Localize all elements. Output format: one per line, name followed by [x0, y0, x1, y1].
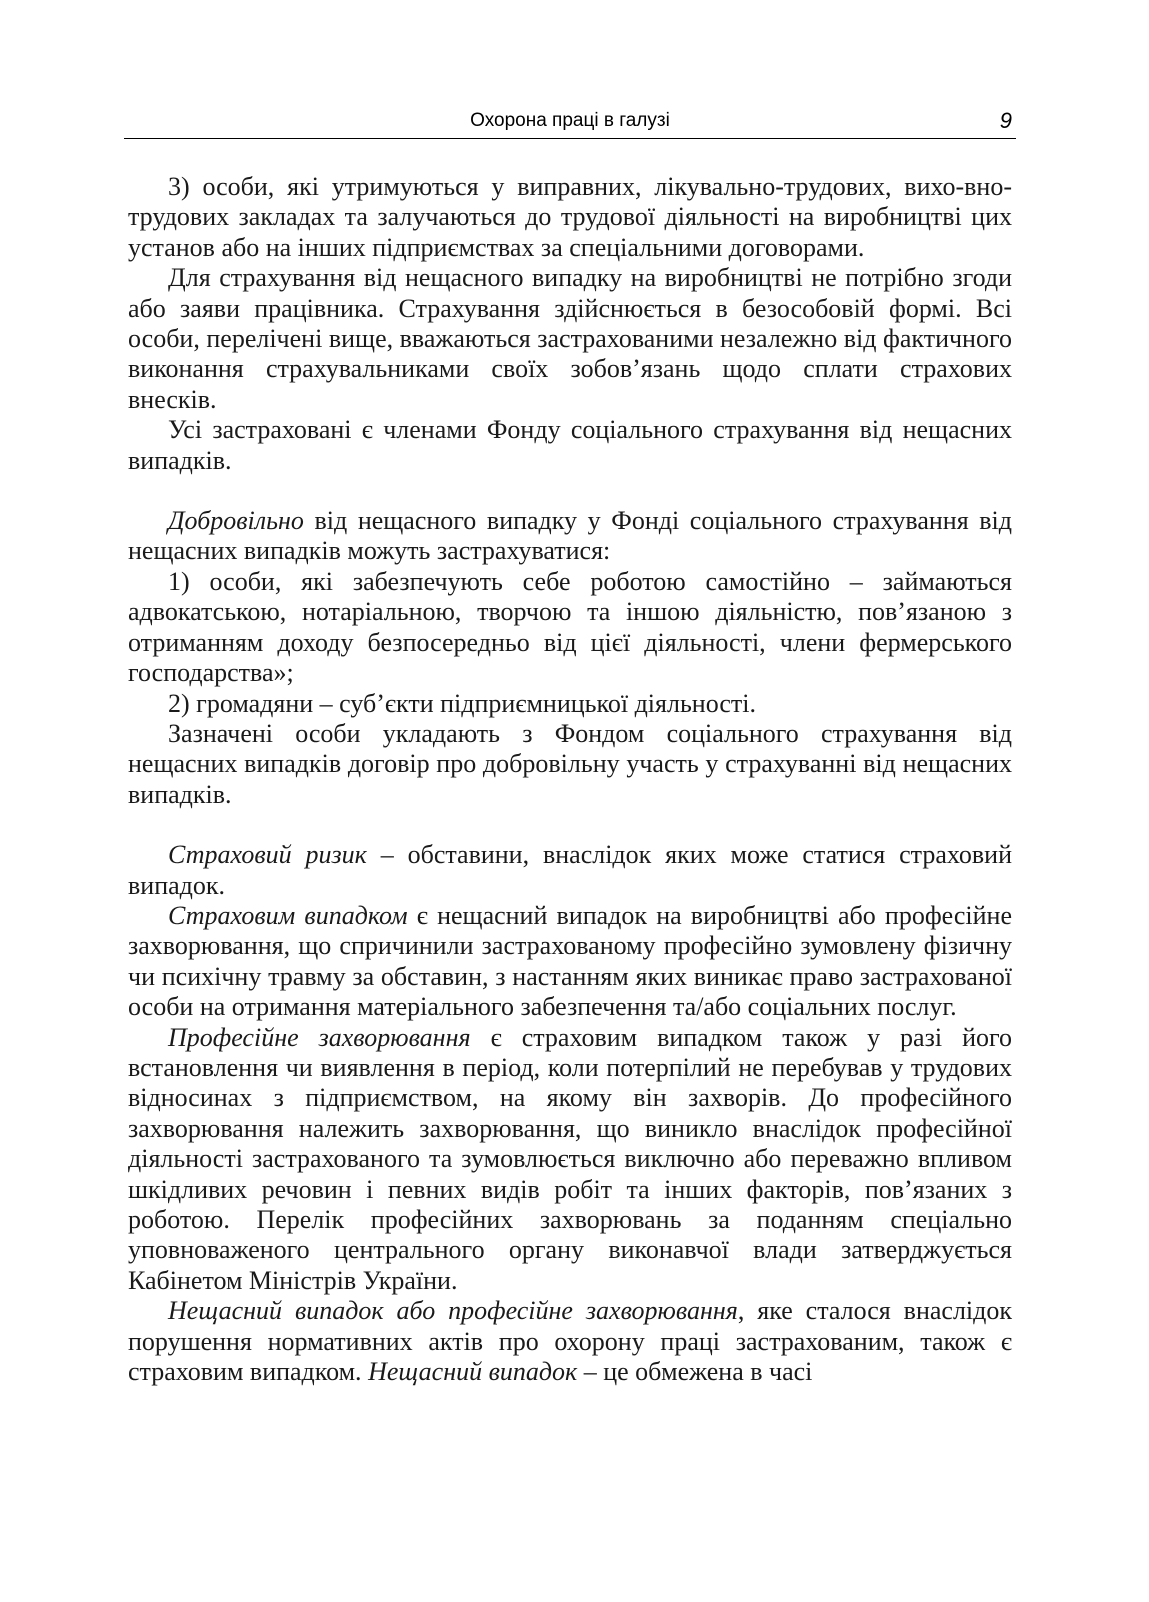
header-title: Охорона праці в галузі	[470, 110, 670, 131]
paragraph: Усі застраховані є членами Фонду соціального страхування від нещасних випадків.	[128, 415, 1012, 475]
italic-term: Страховим випадком	[168, 900, 408, 930]
body-text	[128, 172, 1012, 1387]
paragraph: Професійне захворювання є страховим випадком також у разі його встановлення чи виявлення в період, коли потерпілий не перебував у трудових відносинах з підприємством, на якому він захворів. До професійного захворювання належить захворювання, що виникло внаслідок професійної діяльності застрахованого та зумовлюється виключно або переважно впливом шкідливих речовин і певних видів робіт та інших факторів, пов’язаних з роботою. Перелік професійних захворювань за поданням спеціально уповноваженого центрального органу виконавчої влади затверджується Кабінетом Міністрів України.	[128, 1022, 1012, 1295]
paragraph: 3) особи, які утримуються у виправних, лікувально-трудових, вихо-вно-трудових закладах та залучаються до трудової діяльності на виробництві цих установ або на інших підприємствах за спеціальними договорами.	[128, 172, 1012, 262]
running-header	[124, 108, 1016, 139]
paragraph: 2) громадяни – суб’єкти підприємницької діяльності.	[168, 688, 756, 718]
paragraph: Страховий ризик – обставини, внаслідок яких може статися страховий випадок.	[128, 840, 1012, 900]
paragraph: Нещасний випадок або професійне захворювання, яке сталося внаслідок порушення нормативних актів про охорону праці застрахованим, також є страховим випадком. Нещасний випадок – це обмежена в часі	[128, 1296, 1013, 1387]
page-number: 9	[999, 108, 1012, 133]
italic-term: Нещасний випадок або професійне захворювання	[168, 1296, 738, 1326]
paragraph: Добровільно від нещасного випадку у Фонді соціального страхування від нещасних випадків можуть застрахуватися:	[128, 506, 1012, 566]
italic-term: Добровільно	[168, 506, 304, 536]
paragraph: Зазначені особи укладають з Фондом соціального страхування від нещасних випадків договір про добровільну участь у страхуванні від нещасних випадків.	[128, 718, 1012, 809]
italic-term: Нещасний випадок	[368, 1357, 578, 1387]
paragraph: 1) особи, які забезпечують себе роботою самостійно – займаються адвокатською, нотаріальною, творчою та іншою діяльністю, пов’язаною з отриманням доходу безпосередньо від цієї діяльності, члени фермерського господарства»;	[128, 566, 1012, 688]
italic-term: Професійне захворювання	[168, 1022, 471, 1052]
paragraph: Для страхування від нещасного випадку на виробництві не потрібно згоди або заяви працівника. Страхування здійснюється в безособовій формі. Всі особи, перелічені вище, вважаються застрахованими незалежно від фактичного виконання страхувальниками своїх зобов’язань щодо сплати страхових внесків.	[128, 263, 1012, 414]
italic-term: Страховий ризик	[168, 840, 367, 870]
paragraph: Страховим випадком є нещасний випадок на виробництві або професійне захворювання, що спричинили застрахованому професійно зумовлену фізичну чи психічну травму за обставин, з настанням яких виникає право застрахованої особи на отримання матеріального забезпечення та/або соціальних послуг.	[128, 900, 1012, 1022]
